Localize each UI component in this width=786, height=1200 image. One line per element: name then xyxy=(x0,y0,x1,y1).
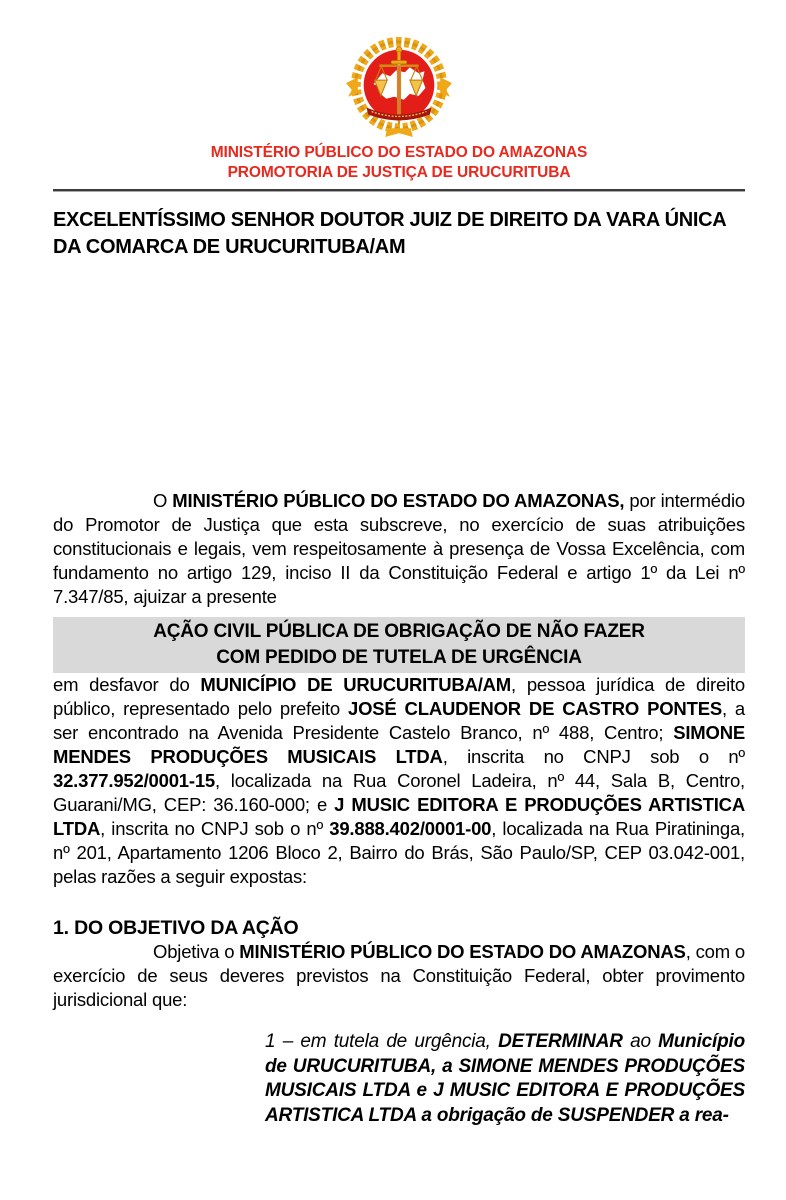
blank-area xyxy=(53,261,745,489)
intro-paragraph: O MINISTÉRIO PÚBLICO DO ESTADO DO AMAZONAS, por intermédio do Promotor de Justiça que esta subscreve, no exercício de suas atribuições constitucionais e legais, vem respeitosamente à presença de Vossa Excelência, com fundamento no artigo 129, inciso II da Constituição Federal e artigo 1º da Lei nº 7.347/85, ajuizar a presente xyxy=(53,490,745,607)
addressee-heading: EXCELENTÍSSIMO SENHOR DOUTOR JUIZ DE DIREITO DA VARA ÚNICA DA COMARCA DE URUCURITUBA/AM xyxy=(53,209,726,258)
mp-amazonas-logo xyxy=(53,0,745,143)
header-divider xyxy=(53,189,745,192)
org-name: MINISTÉRIO PÚBLICO DO ESTADO DO AMAZONAS xyxy=(210,144,588,161)
letterhead xyxy=(53,0,745,182)
defendants-paragraph: em desfavor do MUNICÍPIO DE URUCURITUBA/AM, pessoa jurídica de direito público, representado pelo prefeito JOSÉ CLAUDENOR DE CASTRO PONTES, a ser encontrado na Avenida Presidente Castelo Branco, nº 488, Centro; SIMONE MENDES PRODUÇÕES MUSICAIS LTDA, inscrita no CNPJ sob o nº 32.377.952/0001-15, localizada na Rua Coronel Ladeira, nº 44, Sala B, Centro, Guarani/MG, CEP: 36.160-000; e J MUSIC EDITORA E PRODUÇÕES ARTISTICA LTDA, inscrita no CNPJ sob o nº 39.888.402/0001-00, localizada na Rua Piratininga, nº 201, Apartamento 1206 Bloco 2, Bairro do Brás, São Paulo/SP, CEP 03.042-001, pelas razões a seguir expostas: xyxy=(53,674,746,887)
action-title-line2: COM PEDIDO DE TUTELA DE URGÊNCIA xyxy=(216,647,582,668)
action-title-box xyxy=(53,617,745,673)
action-title-line1: AÇÃO CIVIL PÚBLICA DE OBRIGAÇÃO DE NÃO FAZER xyxy=(153,621,645,642)
org-unit: PROMOTORIA DE JUSTIÇA DE URUCURITUBA xyxy=(227,163,571,181)
crest-icon xyxy=(340,36,458,138)
section-1-heading: 1. DO OBJETIVO DA AÇÃO xyxy=(53,917,299,939)
request-item-1: 1 – em tutela de urgência, DETERMINAR ao Município de URUCURITUBA, a SIMONE MENDES PRODUÇÕES MUSICAIS LTDA e J MUSIC EDITORA E PRODUÇÕES ARTISTICA LTDA a obrigação de SUSPENDER a rea- xyxy=(265,1031,745,1126)
objective-paragraph: Objetiva o MINISTÉRIO PÚBLICO DO ESTADO DO AMAZONAS, com o exercício de seus deveres previstos na Constituição Federal, obter provimento jurisdicional que: xyxy=(53,941,745,1010)
